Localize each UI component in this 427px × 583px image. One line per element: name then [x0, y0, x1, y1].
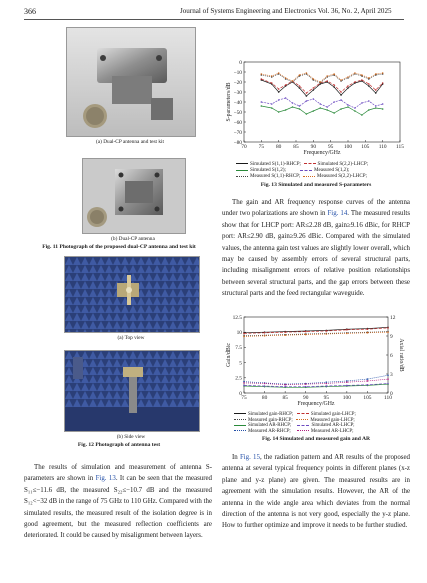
- y-tick-label: −40: [233, 99, 242, 106]
- y-tick-label: −60: [233, 119, 242, 126]
- x-tick-label: 105: [363, 395, 372, 401]
- page-number: 366: [24, 7, 36, 16]
- chamber-top-illustration: [65, 257, 199, 332]
- series-point: [382, 108, 384, 110]
- chamber-side-illustration: [65, 351, 199, 431]
- series-point: [264, 335, 266, 337]
- series-point: [284, 386, 286, 388]
- x-tick-label: 105: [361, 144, 370, 150]
- legend-swatch: [236, 170, 248, 171]
- antenna-test-kit-photo: [66, 27, 196, 137]
- series-point: [271, 75, 273, 77]
- series-point: [261, 73, 263, 75]
- series-point: [387, 378, 389, 380]
- series-point: [313, 110, 315, 112]
- series-point: [326, 106, 328, 108]
- series-point: [387, 383, 389, 385]
- dual-cp-antenna-illustration: [83, 159, 185, 233]
- series-point: [387, 331, 389, 333]
- x-tick-label: 95: [327, 144, 334, 150]
- series-point: [285, 109, 287, 111]
- y-tick-label: 0: [239, 59, 242, 66]
- legend-swatch: [234, 425, 246, 426]
- series-point: [368, 85, 370, 87]
- series-point: [305, 386, 307, 388]
- series-point: [346, 329, 348, 331]
- series-point: [326, 109, 328, 111]
- series-point: [340, 79, 342, 81]
- antenna-test-kit-illustration: [67, 28, 195, 136]
- x-tick-label: 100: [343, 144, 353, 150]
- fig11-sub-a: (a) Dual-CP antenna and test kit: [96, 139, 164, 145]
- series-point: [387, 374, 389, 376]
- series-point: [367, 384, 369, 386]
- series-point: [382, 82, 384, 84]
- series-point: [278, 72, 280, 74]
- series-point: [368, 100, 370, 102]
- series-line: [244, 375, 388, 384]
- series-point: [243, 333, 245, 335]
- y-tick-label: −80: [233, 139, 242, 146]
- x-axis-label: Frequency/GHz: [297, 401, 335, 407]
- x-tick-label: 85: [282, 395, 288, 401]
- right-column-text-2: [222, 452, 410, 532]
- series-point: [292, 102, 294, 104]
- x-tick-label: 115: [396, 144, 404, 150]
- x-tick-label: 80: [275, 144, 282, 150]
- x-axis-label: Frequency/GHz: [303, 150, 341, 156]
- series-point: [319, 107, 321, 109]
- series-point: [264, 385, 266, 387]
- series-point: [243, 385, 245, 387]
- series-line: [261, 106, 382, 115]
- legend-swatch: [296, 419, 308, 420]
- series-point: [354, 107, 356, 109]
- series-point: [261, 78, 263, 80]
- series-point: [325, 383, 327, 385]
- series-point: [313, 87, 315, 89]
- series-point: [313, 89, 315, 91]
- x-tick-label: 80: [261, 395, 268, 401]
- series-point: [340, 91, 342, 93]
- dual-cp-antenna-photo: [82, 158, 186, 234]
- series-point: [271, 103, 273, 105]
- fig13-reference-link[interactable]: Fig. 13: [95, 475, 116, 483]
- series-point: [306, 95, 308, 97]
- legend-swatch: [234, 413, 246, 414]
- series-point: [292, 106, 294, 108]
- x-tick-label: 100: [342, 395, 351, 401]
- series-point: [333, 84, 335, 86]
- fig11-caption: Fig. 11 Photograph of the proposed dual-CP antenna and test kit: [42, 244, 196, 250]
- series-point: [347, 76, 349, 78]
- series-point: [354, 81, 356, 83]
- y-tick-label: 10: [236, 330, 242, 336]
- series-point: [367, 328, 369, 330]
- paragraph: The gain and AR frequency response curves of the antenna under two polarizations are shown in Fig. 14. The measured results show that for LHCP port: AR≤2.28 dB, gain≥9.16 dBic, for RHCP port: AR≤2.90 dB, gain≥9.26 dBic. Compared with the simulated values, the antenna gain test values are slightly lower overall, which may be caused by assembly errors of several structural parts, including misalignment errors of relative position relationships between several structural parts, and the gap errors between these structural parts and the feed rectangular waveguide.: [222, 199, 411, 298]
- y-tick-label: −30: [233, 89, 242, 96]
- series-point: [306, 92, 308, 94]
- series-point: [306, 113, 308, 115]
- series-point: [292, 80, 294, 82]
- series-point: [243, 382, 245, 384]
- y-axis-label: Gain/dBic: [226, 343, 232, 367]
- series-point: [299, 74, 301, 76]
- gain-ar-chart: [222, 313, 410, 413]
- header-rule: [24, 19, 404, 20]
- series-point: [340, 99, 342, 101]
- y-tick-label: 5: [239, 360, 242, 367]
- legend-swatch: [236, 163, 248, 164]
- series-point: [299, 85, 301, 87]
- y-tick-label: −70: [233, 129, 242, 136]
- series-point: [354, 110, 356, 112]
- s-parameters-chart: [222, 58, 410, 162]
- series-point: [325, 333, 327, 335]
- series-point: [284, 331, 286, 333]
- series-point: [382, 72, 384, 74]
- series-point: [368, 109, 370, 111]
- series-point: [278, 88, 280, 90]
- series-point: [346, 385, 348, 387]
- series-point: [285, 97, 287, 99]
- legend-swatch: [303, 176, 315, 177]
- fig12-sub-b: (b) Side view: [116, 434, 146, 440]
- series-point: [382, 103, 384, 105]
- series-point: [361, 114, 363, 116]
- y-tick-label: 2.5: [235, 375, 242, 382]
- legend-swatch: [234, 419, 246, 420]
- series-point: [319, 103, 321, 105]
- series-point: [367, 332, 369, 334]
- series-point: [271, 82, 273, 84]
- x-tick-label: 90: [303, 395, 309, 401]
- series-point: [313, 78, 315, 80]
- series-point: [333, 73, 335, 75]
- y-tick-label: −20: [233, 79, 242, 86]
- series-point: [340, 108, 342, 110]
- series-point: [346, 381, 348, 383]
- series-point: [299, 108, 301, 110]
- journal-header: Journal of Systems Engineering and Electronics Vol. 36, No. 2, April 2025: [180, 7, 392, 15]
- series-point: [387, 327, 389, 329]
- fig12-caption: Fig. 12 Photograph of antenna test: [77, 442, 161, 448]
- y2-tick-label: 3: [390, 371, 393, 378]
- series-point: [325, 330, 327, 332]
- antenna-test-top-view-photo: [64, 256, 200, 333]
- x-tick-label: 70: [241, 144, 247, 150]
- series-point: [278, 91, 280, 93]
- x-tick-label: 85: [293, 144, 299, 150]
- legend-swatch: [297, 430, 309, 431]
- series-line: [244, 379, 388, 385]
- fig13-caption: Fig. 13 Simulated and measured S-parameters: [260, 182, 372, 188]
- series-point: [368, 83, 370, 85]
- series-line: [261, 98, 382, 108]
- x-tick-label: 90: [310, 144, 317, 150]
- series-point: [361, 102, 363, 104]
- fig14-caption: Fig. 14 Simulated and measured gain and AR: [261, 436, 371, 442]
- series-point: [333, 86, 335, 88]
- fig15-reference-link[interactable]: Fig. 15: [239, 454, 260, 461]
- series-point: [361, 74, 363, 76]
- y-tick-label: 7.5: [235, 345, 242, 352]
- series-point: [354, 72, 356, 74]
- series-point: [375, 89, 377, 91]
- legend-swatch: [234, 430, 246, 431]
- y-tick-label: 12.5: [232, 314, 242, 321]
- x-tick-label: 95: [323, 395, 329, 401]
- fig14-legend: Simulated gain-RHCP; Simulated gain-LHCP; Measured gain-RHCP; Measured gain-LHCP; Simulated AR-RHCP; Simulated AR-LHCP; Measured AR-RHCP; Measured AR-LHCP;: [234, 412, 412, 434]
- y2-axis-label: Axial ratio/dB: [398, 338, 404, 372]
- series-point: [299, 87, 301, 89]
- series-point: [375, 73, 377, 75]
- series-point: [299, 105, 301, 107]
- series-point: [326, 75, 328, 77]
- series-point: [285, 77, 287, 79]
- y-axis-label: S-parameters/dB: [226, 82, 232, 122]
- x-tick-label: 110: [384, 395, 392, 401]
- series-point: [305, 331, 307, 333]
- series-point: [375, 105, 377, 107]
- antenna-test-side-view-photo: [64, 350, 200, 432]
- series-point: [333, 101, 335, 103]
- series-point: [346, 333, 348, 335]
- series-point: [306, 100, 308, 102]
- y2-tick-label: 6: [390, 352, 393, 359]
- x-tick-label: 75: [241, 395, 247, 401]
- series-point: [305, 383, 307, 385]
- series-point: [325, 385, 327, 387]
- y2-tick-label: 0: [390, 390, 393, 397]
- series-point: [368, 77, 370, 79]
- fig12-sub-a: (a) Top view: [117, 335, 145, 341]
- series-point: [326, 80, 328, 82]
- series-point: [278, 99, 280, 101]
- series-point: [347, 87, 349, 89]
- fig13-legend: Simulated S(1,1)-RHCP; Simulated S(2,2)-LHCP; Simulated S(1,2); Measured S(1,2); Measured S(1,1)-RHCP; Measured S(2,2)-LHCP;: [236, 161, 414, 180]
- legend-swatch: [304, 163, 316, 164]
- series-point: [306, 72, 308, 74]
- series-line: [244, 332, 388, 336]
- series-point: [284, 334, 286, 336]
- series-point: [375, 92, 377, 94]
- series-point: [375, 107, 377, 109]
- series-point: [264, 332, 266, 334]
- series-point: [367, 380, 369, 382]
- series-point: [333, 112, 335, 114]
- series-point: [367, 378, 369, 380]
- legend-swatch: [300, 170, 312, 171]
- series-point: [319, 81, 321, 83]
- series-point: [243, 336, 245, 338]
- series-point: [347, 106, 349, 108]
- y-tick-label: −10: [233, 69, 242, 76]
- y2-tick-label: 9: [390, 333, 393, 340]
- fig11-sub-b: (b) Dual-CP antenna: [111, 236, 155, 242]
- series-point: [264, 383, 266, 385]
- y-tick-label: 0: [239, 390, 242, 397]
- series-point: [278, 111, 280, 113]
- legend-swatch: [297, 425, 309, 426]
- y2-tick-label: 12: [390, 314, 396, 321]
- series-point: [313, 98, 315, 100]
- x-tick-label: 75: [258, 144, 265, 150]
- right-column-text-1: [222, 197, 410, 300]
- paragraph: The results of simulation and measurement of antenna S-parameters are shown in Fig. 13. It can be seen that the measured S₁₁≤−11.6 dB, the measured S₂₂≤−10.7 dB and the measured S₁₂<−32 dB in the range of 75 GHz to 110 GHz. Compared with the simulated results, the measured result of the isolation degree is in good agreement, but the measured reflection coefficients are deteriorated. It could be caused by misalignment between layers.: [24, 464, 213, 540]
- y-tick-label: −50: [233, 109, 242, 116]
- series-point: [347, 85, 349, 87]
- series-point: [285, 84, 287, 86]
- left-column-text: [24, 462, 212, 542]
- legend-swatch: [297, 413, 309, 414]
- series-point: [305, 334, 307, 336]
- series-point: [347, 104, 349, 106]
- fig14-reference-link[interactable]: Fig. 14: [327, 210, 348, 218]
- series-point: [284, 384, 286, 386]
- series-point: [261, 105, 263, 107]
- series-point: [361, 79, 363, 81]
- x-tick-label: 110: [378, 144, 387, 150]
- series-point: [340, 94, 342, 96]
- paragraph: In Fig. 15, the radiation pattern and AR results of the proposed antenna at several typical frequency points in different planes (x-z plane and y-z plane) are given. The measured results are in agreement with the simulation results. However, the AR of the antenna in the wide angle area which deviates from the normal direction of the antenna is not very good, especially the y-z plane. How to further optimize and improve it needs to be further studied.: [222, 454, 410, 530]
- series-point: [261, 101, 263, 103]
- series-point: [271, 107, 273, 109]
- legend-swatch: [236, 176, 248, 177]
